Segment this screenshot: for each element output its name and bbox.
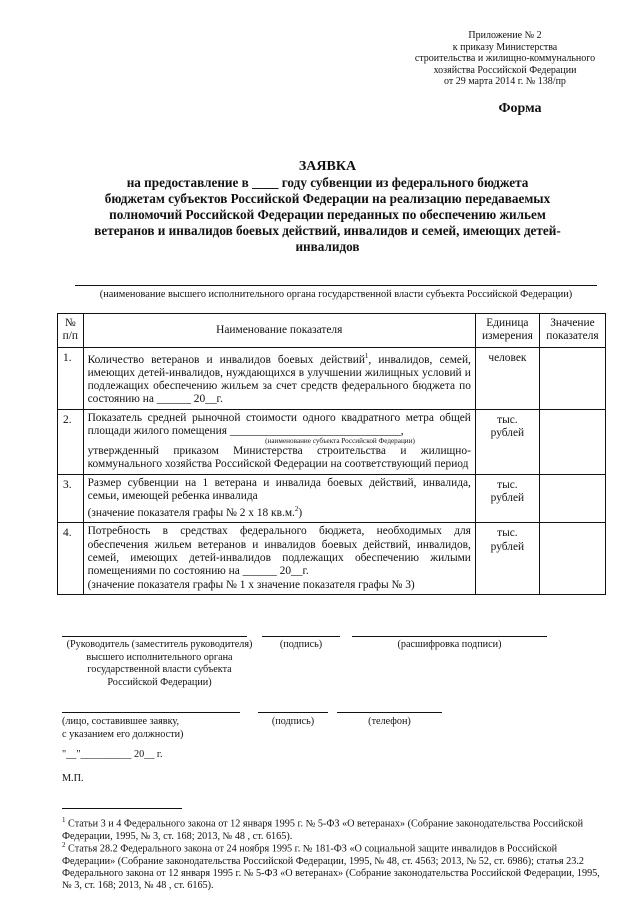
document-title bbox=[60, 159, 595, 255]
footnote-ref: 1 bbox=[364, 351, 369, 360]
head-caption-line: (Руководитель (заместитель руководителя) bbox=[66, 639, 253, 650]
row-text: утвержденный приказом Министерства строительства и жилищно-коммунального хозяйства Российской Федерации на соответствующий период bbox=[87, 445, 471, 471]
compiler-signature-line[interactable] bbox=[258, 712, 328, 713]
row-unit: тыс. рублей bbox=[475, 523, 539, 594]
row-text: (значение показателя графы № 2 х 18 кв.м. bbox=[87, 507, 295, 520]
compiler-line[interactable] bbox=[62, 712, 240, 713]
row-text: Количество ветеранов и инвалидов боевых действий bbox=[87, 353, 365, 366]
head-caption-line: государственной власти субъекта bbox=[87, 664, 232, 675]
title-line: на предоставление в ____ году субвенции из федерального бюджета bbox=[126, 175, 529, 190]
compiler-caption-line: с указанием его должности) bbox=[62, 728, 184, 740]
phone-line[interactable] bbox=[337, 712, 442, 713]
title-heading: ЗАЯВКА bbox=[298, 159, 357, 174]
region-caption: (наименование субъекта Российской Федерации) bbox=[265, 437, 415, 446]
footnote-text: Статьи 3 и 4 Федерального закона от 12 января 1995 г. № 5-ФЗ «О ветеранах» (Собрание законодательства Российской Федерации, 1995, № 3, ст. 168; 2013, № 48 , ст. 6165). bbox=[62, 818, 584, 842]
org-name-caption: (наименование высшего исполнительного органа государственной власти субъекта Российской Федерации) bbox=[99, 289, 573, 300]
row-unit: тыс. рублей bbox=[475, 409, 539, 474]
row-formula: (значение показателя графы № 1 х значение показателя графы № 3) bbox=[87, 578, 415, 591]
head-caption-line: высшего исполнительного органа bbox=[86, 651, 233, 663]
row-text: Размер субвенции на 1 ветерана и инвалида боевых действий, инвалида, семьи, имеющей ребенка инвалида bbox=[87, 476, 471, 503]
head-caption bbox=[62, 639, 257, 689]
stamp-label: М.П. bbox=[62, 773, 84, 784]
row-number: 2. bbox=[58, 409, 84, 474]
header-unit: Единица измерения bbox=[475, 314, 539, 348]
row-text: Потребность в средствах федерального бюджета, необходимых для обеспечения жильем ветеранов и инвалидов боевых действий, инвалидов, семей, имеющих детей-инвалидов подлежащих обеспечению жилыми помещениями по состоянию на ______ 20__г. bbox=[87, 525, 471, 578]
table-row bbox=[58, 347, 606, 409]
annex-line: от 29 марта 2014 г. № 138/пр bbox=[444, 76, 566, 87]
table-row bbox=[58, 474, 606, 523]
row-formula bbox=[88, 503, 471, 520]
annex-line: к приказу Министерства bbox=[452, 41, 558, 53]
form-label: Форма bbox=[498, 101, 542, 116]
footnote-number: 1 bbox=[62, 816, 66, 824]
row-number: 1. bbox=[58, 347, 84, 409]
date-field[interactable]: "__"__________ 20__ г. bbox=[62, 749, 163, 760]
row-indicator bbox=[83, 409, 475, 474]
head-caption-line: Российской Федерации) bbox=[107, 676, 212, 688]
annex-line: Приложение № 2 bbox=[468, 30, 542, 41]
table-row bbox=[58, 409, 606, 474]
row-text: Показатель средней рыночной стоимости одного квадратного метра общей площади жилого помещения ______________________________, bbox=[87, 411, 471, 437]
head-decode-line[interactable] bbox=[352, 636, 547, 637]
footnote-ref: 2 bbox=[294, 505, 299, 514]
row-value-cell[interactable] bbox=[539, 523, 605, 594]
row-indicator bbox=[83, 523, 475, 594]
annex-block bbox=[395, 30, 615, 88]
decode-caption: (расшифровка подписи) bbox=[397, 639, 502, 650]
indicators-table bbox=[57, 313, 606, 595]
title-line: бюджетам субъектов Российской Федерации на реализацию передаваемых bbox=[104, 191, 551, 206]
row-text: , инвалидов, семей, имеющих детей-инвалидов, нуждающихся в улучшении жилищных условий и подлежащих обеспечению жильем за счет средств федерального бюджета по состоянию на ______ 20__г. bbox=[87, 353, 471, 406]
title-line: полномочий Российской Федерации переданных по обеспечению жильем bbox=[109, 207, 546, 222]
compiler-caption bbox=[62, 716, 252, 741]
phone-caption: (телефон) bbox=[368, 716, 411, 727]
row-indicator bbox=[83, 347, 475, 409]
row-value-cell[interactable] bbox=[539, 409, 605, 474]
head-position-line[interactable] bbox=[62, 636, 247, 637]
annex-line: хозяйства Российской Федерации bbox=[433, 64, 577, 76]
header-indicator: Наименование показателя bbox=[83, 314, 475, 348]
row-value-cell[interactable] bbox=[539, 347, 605, 409]
row-unit: тыс. рублей bbox=[475, 474, 539, 523]
org-name-line[interactable] bbox=[75, 285, 597, 286]
row-number: 3. bbox=[58, 474, 84, 523]
annex-line: строительства и жилищно-коммунального bbox=[414, 53, 596, 64]
title-line: ветеранов и инвалидов боевых действий, инвалидов и семей, имеющих детей- bbox=[94, 223, 561, 238]
footnote-separator bbox=[62, 808, 182, 809]
row-number: 4. bbox=[58, 523, 84, 594]
table-row bbox=[58, 523, 606, 594]
signature-caption: (подпись) bbox=[279, 639, 323, 650]
head-signature-line[interactable] bbox=[262, 636, 340, 637]
row-value-cell[interactable] bbox=[539, 474, 605, 523]
header-num: № п/п bbox=[58, 314, 84, 348]
title-line: инвалидов bbox=[295, 239, 360, 254]
signature-caption: (подпись) bbox=[271, 716, 315, 727]
header-value: Значение показателя bbox=[539, 314, 605, 348]
compiler-caption-line: (лицо, составившее заявку, bbox=[62, 716, 180, 727]
footnote-text: Статья 28.2 Федерального закона от 24 ноября 1995 г. № 181-ФЗ «О социальной защите инвалидов в Российской Федерации» (Собрание законодательства Российской Федерации, 1995, № 48, ст. 4563; 2013, № 52, ст. 6986); статья 23.2 Федерального закона от 12 января 1995 г. № 5-ФЗ «О ветеранах» (Собрание законодательства Российской Федерации, 1995, № 3, ст. 168; 2013, № 48 , ст. 6165). bbox=[62, 843, 600, 892]
row-unit: человек bbox=[475, 347, 539, 409]
table-header-row bbox=[58, 314, 606, 348]
row-text: ) bbox=[298, 507, 303, 520]
footnote-2 bbox=[62, 839, 602, 893]
footnote-number: 2 bbox=[62, 841, 66, 849]
row-indicator bbox=[83, 474, 475, 523]
